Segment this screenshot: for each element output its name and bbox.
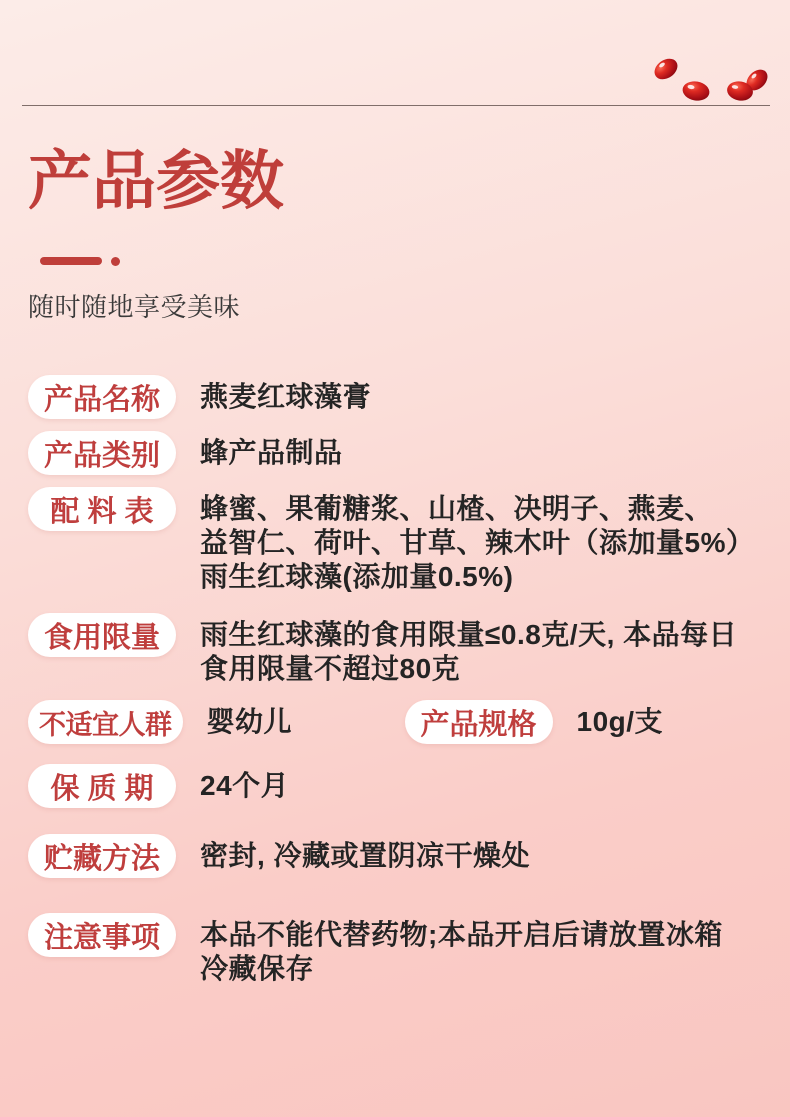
spec-row-shelf-life [28,764,774,808]
spec-value-line: 婴幼儿 [206,706,293,737]
spec-value [207,700,405,739]
spec-label-pill: 保 质 期 [28,764,176,808]
spec-value [577,700,664,739]
spec-value-line: 益智仁、荷叶、甘草、辣木叶（添加量5%） [200,527,755,558]
spec-value-line: 10g/支 [576,706,664,737]
page-title: 产品参数 [28,144,284,219]
spec-value-line: 食用限量不超过80克 [200,653,461,684]
spec-value-line: 本品不能代替药物;本品开启后请放置冰箱 [200,919,723,950]
spec-value [200,487,754,594]
spec-row-consumption-limit [28,613,774,686]
spec-label-pill: 注意事项 [28,913,176,957]
spec-value [200,375,371,414]
spec-value-line: 燕麦红球藻膏 [200,381,372,412]
spec-label-pill: 配 料 表 [28,487,176,531]
spec-value [200,764,289,803]
spec-row-product-name [28,375,774,419]
spec-label-pill: 产品类别 [28,431,176,475]
spec-value [200,834,530,873]
spec-row-unsuitable-and-spec [28,700,774,744]
title-underline-ornament [40,256,120,266]
spec-row-precautions [28,913,774,986]
spec-value-line: 密封, 冷藏或置阴凉干燥处 [200,840,531,871]
spec-value-line: 冷藏保存 [200,953,315,984]
spec-label-pill: 不适宜人群 [28,700,183,744]
spec-label-pill: 食用限量 [28,613,176,657]
spec-value-line: 蜂蜜、果葡糖浆、山楂、决明子、燕麦、 [200,493,714,524]
spec-value [200,913,723,986]
spec-value [200,613,737,686]
page-subtitle: 随时随地享受美味 [28,292,241,322]
spec-label-pill: 产品名称 [28,375,176,419]
dot-shape [111,257,120,266]
spec-value-line: 24个月 [200,770,290,801]
spec-label-pill: 贮藏方法 [28,834,176,878]
red-beans-icon [636,46,786,112]
spec-value [200,431,343,470]
spec-label-pill: 产品规格 [405,700,553,744]
spec-value-line: 雨生红球藻的食用限量≤0.8克/天, 本品每日 [200,619,738,650]
spec-row-ingredients [28,487,774,594]
spec-row-product-category [28,431,774,475]
spec-row-storage-method [28,834,774,878]
spec-value-line: 蜂产品制品 [200,437,343,468]
spec-value-line: 雨生红球藻(添加量0.5%) [200,561,514,592]
dash-shape [40,257,102,265]
